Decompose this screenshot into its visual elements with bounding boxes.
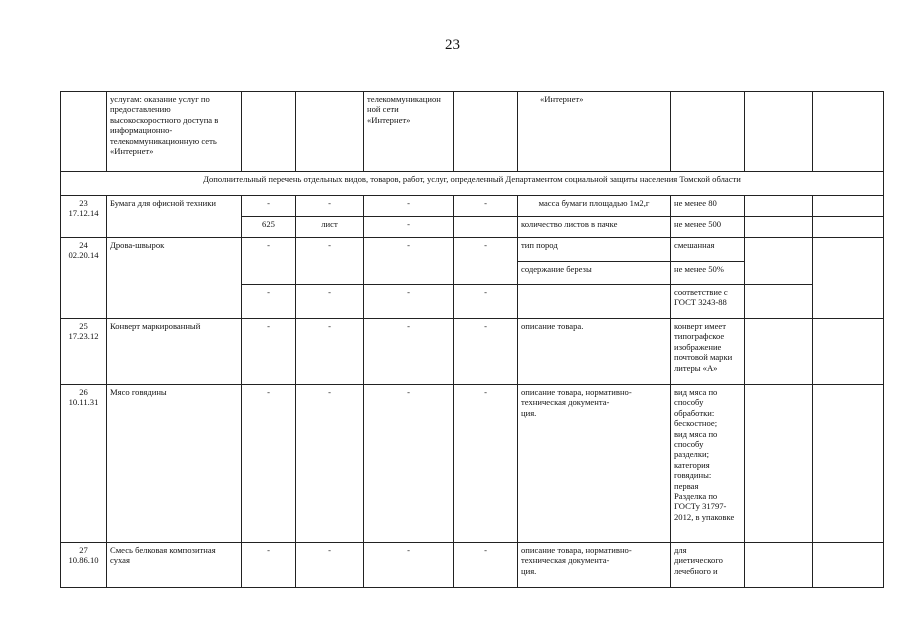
value: не менее 500 <box>671 217 745 238</box>
table-row: 27 10.86.10 Смесь белковая композитная сухая - - - - описание товара, нормативно- техническая документа- ция. для диетического лечебного и <box>61 543 884 588</box>
table-row: 26 10.11.31 Мясо говядины - - - - описание товара, нормативно- техническая документа- ция. вид мяса по способу обработки: бескостное; вид мяса по способу разделки; категория говядины: первая Разделка по ГОСТу 31797- 2012, в упаковке <box>61 385 884 543</box>
item-name: Смесь белковая композитная сухая <box>107 543 242 588</box>
characteristic: содержание березы <box>518 262 671 285</box>
item-name: Мясо говядины <box>107 385 242 543</box>
value: соответствие с ГОСТ 3243-88 <box>671 285 745 319</box>
procurement-table <box>60 91 884 588</box>
row-number: 23 17.12.14 <box>61 196 107 238</box>
characteristic: тип пород <box>518 238 671 262</box>
section-heading: Дополнительный перечень отдельных видов, товаров, работ, услуг, определенный Департаментом социальной защиты населения Томской области <box>61 172 884 196</box>
item-name: Дрова-швырок <box>107 238 242 319</box>
row-number: 27 10.86.10 <box>61 543 107 588</box>
table-row: 24 02.20.14 Дрова-швырок - - - - тип пород смешанная <box>61 238 884 262</box>
value: смешанная <box>671 238 745 262</box>
characteristic: описание товара, нормативно- техническая документа- ция. <box>518 543 671 588</box>
row-number: 24 02.20.14 <box>61 238 107 319</box>
value: вид мяса по способу обработки: бескостное; вид мяса по способу разделки; категория говядины: первая Разделка по ГОСТу 31797- 2012, в упаковке <box>671 385 745 543</box>
item-name: Конверт маркированный <box>107 319 242 385</box>
characteristic: масса бумаги площадью 1м2,г <box>518 196 671 217</box>
table-row: - - - - соответствие с ГОСТ 3243-88 <box>61 285 884 319</box>
table-row-section <box>61 172 884 196</box>
table-row: 23 17.12.14 Бумага для офисной техники - - - - масса бумаги площадью 1м2,г не менее 80 <box>61 196 884 217</box>
characteristic: количество листов в пачке <box>518 217 671 238</box>
table-row-continuation <box>61 92 884 172</box>
table-row: 25 17.23.12 Конверт маркированный - - - - описание товара. конверт имеет типографское изображение почтовой марки литеры «А» <box>61 319 884 385</box>
characteristic: «Интернет» <box>518 92 671 172</box>
characteristic: описание товара. <box>518 319 671 385</box>
characteristic: описание товара, нормативно- техническая документа- ция. <box>518 385 671 543</box>
table-row: 625 лист - количество листов в пачке не менее 500 <box>61 217 884 238</box>
value: для диетического лечебного и <box>671 543 745 588</box>
item-name: Бумага для офисной техники <box>107 196 242 238</box>
characteristic <box>518 285 671 319</box>
value: не менее 50% <box>671 262 745 285</box>
row-number: 25 17.23.12 <box>61 319 107 385</box>
row-number: 26 10.11.31 <box>61 385 107 543</box>
value: не менее 80 <box>671 196 745 217</box>
page-number: 23 <box>445 37 460 53</box>
item-name: услугам: оказание услуг по предоставлению высокоскоростного доступа в информационно- телекоммуникационную сеть «Интернет» <box>107 92 242 172</box>
value: конверт имеет типографское изображение почтовой марки литеры «А» <box>671 319 745 385</box>
unit-name: телекоммуникацион ной сети «Интернет» <box>364 92 454 172</box>
